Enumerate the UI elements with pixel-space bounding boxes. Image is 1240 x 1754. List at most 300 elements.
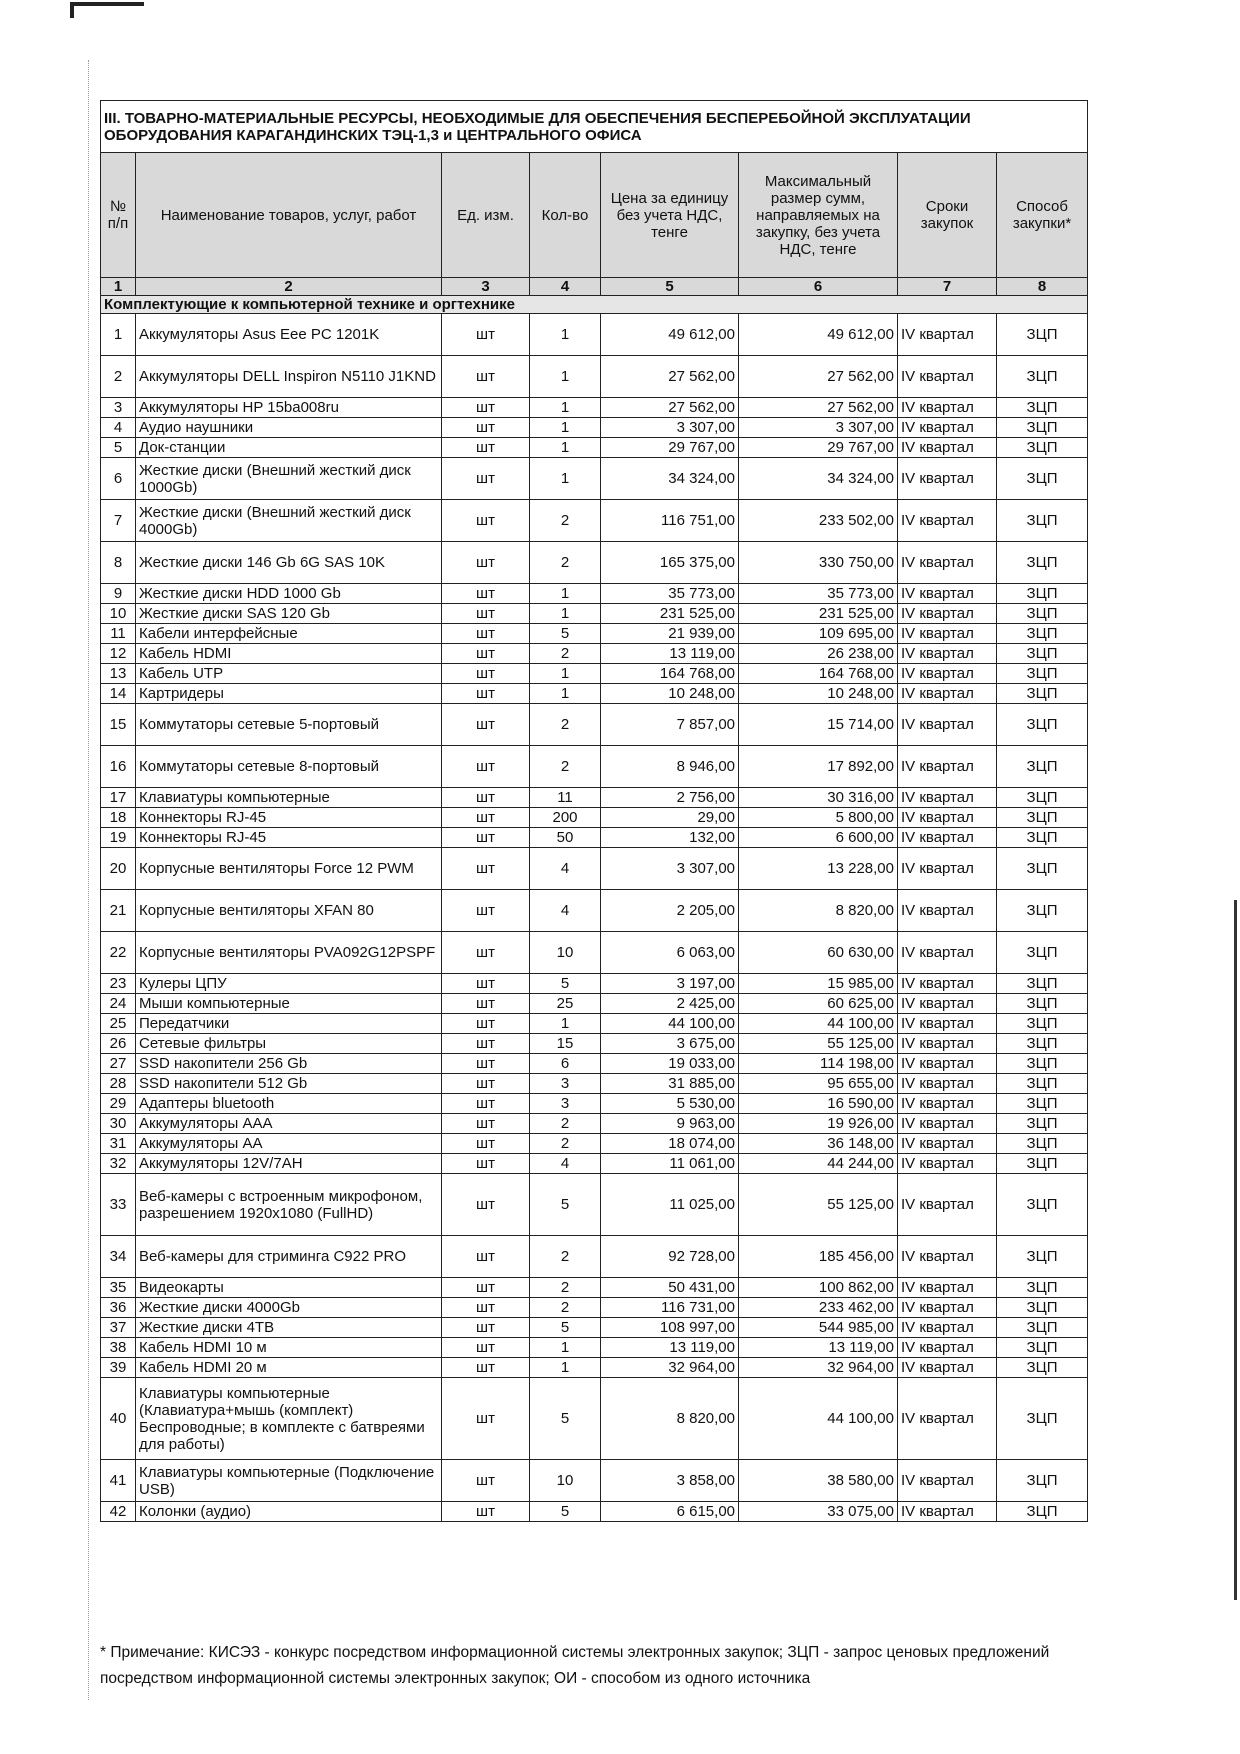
purchase-period: IV квартал [898,418,997,438]
quantity: 4 [530,890,601,932]
purchase-method: ЗЦП [997,1154,1088,1174]
unit-price: 29 767,00 [601,438,739,458]
purchase-period: IV квартал [898,746,997,788]
unit: шт [442,644,530,664]
quantity: 3 [530,1094,601,1114]
item-name: Коннекторы RJ-45 [136,828,442,848]
table-title: III. ТОВАРНО-МАТЕРИАЛЬНЫЕ РЕСУРСЫ, НЕОБХОДИМЫЕ ДЛЯ ОБЕСПЕЧЕНИЯ БЕСПЕРЕБОЙНОЙ ЭКСПЛУАТАЦИИ ОБОРУДОВАНИЯ КАРАГАНДИНСКИХ ТЭЦ-1,3 и ЦЕНТРАЛЬНОГО ОФИСА [101,101,1088,153]
table-row [101,1054,1088,1074]
item-name: Сетевые фильтры [136,1034,442,1054]
row-number: 22 [101,932,136,974]
unit: шт [442,1318,530,1338]
col-header-period: Сроки закупок [898,153,997,278]
purchase-method: ЗЦП [997,664,1088,684]
unit: шт [442,1378,530,1460]
row-number: 1 [101,314,136,356]
col-number: 2 [136,278,442,296]
item-name: Аккумуляторы ААА [136,1114,442,1134]
resources-table [100,100,1088,1522]
unit: шт [442,1094,530,1114]
purchase-period: IV квартал [898,542,997,584]
purchase-method: ЗЦП [997,1014,1088,1034]
max-sum: 231 525,00 [739,604,898,624]
unit: шт [442,1174,530,1236]
max-sum: 164 768,00 [739,664,898,684]
purchase-method: ЗЦП [997,848,1088,890]
table-row [101,1298,1088,1318]
item-name: Док-станции [136,438,442,458]
purchase-period: IV квартал [898,1358,997,1378]
unit-price: 231 525,00 [601,604,739,624]
row-number: 17 [101,788,136,808]
purchase-period: IV квартал [898,1154,997,1174]
item-name: Жесткие диски (Внешний жесткий диск 4000Gb) [136,500,442,542]
quantity: 5 [530,1378,601,1460]
unit-price: 19 033,00 [601,1054,739,1074]
max-sum: 233 502,00 [739,500,898,542]
purchase-period: IV квартал [898,584,997,604]
max-sum: 55 125,00 [739,1174,898,1236]
purchase-period: IV квартал [898,604,997,624]
table-row [101,1114,1088,1134]
row-number: 33 [101,1174,136,1236]
unit: шт [442,1074,530,1094]
purchase-method: ЗЦП [997,828,1088,848]
max-sum: 33 075,00 [739,1502,898,1522]
unit-price: 13 119,00 [601,1338,739,1358]
item-name: Аккумуляторы DELL Inspiron N5110 J1KND [136,356,442,398]
purchase-method: ЗЦП [997,1502,1088,1522]
unit: шт [442,1338,530,1358]
purchase-method: ЗЦП [997,438,1088,458]
item-name: Коммутаторы сетевые 8-портовый [136,746,442,788]
unit: шт [442,1502,530,1522]
row-number: 39 [101,1358,136,1378]
table-row [101,1278,1088,1298]
max-sum: 35 773,00 [739,584,898,604]
item-name: Аккумуляторы АА [136,1134,442,1154]
row-number: 28 [101,1074,136,1094]
item-name: Аккумуляторы 12V/7AH [136,1154,442,1174]
max-sum: 109 695,00 [739,624,898,644]
item-name: Клавиатуры компьютерные (Подключение USB) [136,1460,442,1502]
table-row [101,890,1088,932]
quantity: 1 [530,604,601,624]
table-row [101,788,1088,808]
purchase-period: IV квартал [898,828,997,848]
item-name: Мыши компьютерные [136,994,442,1014]
purchase-method: ЗЦП [997,994,1088,1014]
max-sum: 15 714,00 [739,704,898,746]
max-sum: 17 892,00 [739,746,898,788]
max-sum: 16 590,00 [739,1094,898,1114]
unit: шт [442,458,530,500]
purchase-method: ЗЦП [997,1298,1088,1318]
unit-price: 3 858,00 [601,1460,739,1502]
unit: шт [442,438,530,458]
unit-price: 31 885,00 [601,1074,739,1094]
table-row [101,438,1088,458]
unit-price: 9 963,00 [601,1114,739,1134]
item-name: SSD накопители 512 Gb [136,1074,442,1094]
max-sum: 100 862,00 [739,1278,898,1298]
purchase-method: ЗЦП [997,746,1088,788]
unit: шт [442,1114,530,1134]
table-row [101,1502,1088,1522]
item-name: Коннекторы RJ-45 [136,808,442,828]
unit: шт [442,808,530,828]
table-row [101,584,1088,604]
quantity: 1 [530,438,601,458]
max-sum: 10 248,00 [739,684,898,704]
column-number-row [101,278,1088,296]
quantity: 10 [530,1460,601,1502]
table-row [101,848,1088,890]
purchase-period: IV квартал [898,788,997,808]
purchase-method: ЗЦП [997,788,1088,808]
purchase-method: ЗЦП [997,1358,1088,1378]
max-sum: 27 562,00 [739,398,898,418]
table-row [101,664,1088,684]
purchase-period: IV квартал [898,1236,997,1278]
table-row [101,500,1088,542]
unit: шт [442,788,530,808]
unit-price: 116 731,00 [601,1298,739,1318]
max-sum: 60 630,00 [739,932,898,974]
quantity: 1 [530,418,601,438]
unit-price: 6 063,00 [601,932,739,974]
row-number: 34 [101,1236,136,1278]
purchase-period: IV квартал [898,932,997,974]
purchase-period: IV квартал [898,1074,997,1094]
unit: шт [442,542,530,584]
quantity: 5 [530,1318,601,1338]
table-row [101,1378,1088,1460]
table-row [101,398,1088,418]
quantity: 2 [530,704,601,746]
unit: шт [442,356,530,398]
purchase-period: IV квартал [898,1502,997,1522]
row-number: 29 [101,1094,136,1114]
row-number: 32 [101,1154,136,1174]
unit-price: 165 375,00 [601,542,739,584]
quantity: 6 [530,1054,601,1074]
purchase-period: IV квартал [898,1460,997,1502]
max-sum: 44 244,00 [739,1154,898,1174]
row-number: 30 [101,1114,136,1134]
quantity: 3 [530,1074,601,1094]
table-row [101,1014,1088,1034]
unit-price: 3 197,00 [601,974,739,994]
col-number: 6 [739,278,898,296]
purchase-period: IV квартал [898,1134,997,1154]
row-number: 41 [101,1460,136,1502]
item-name: Жесткие диски (Внешний жесткий диск 1000Gb) [136,458,442,500]
table-row [101,644,1088,664]
unit-price: 35 773,00 [601,584,739,604]
col-header-method: Способ закупки* [997,153,1088,278]
unit: шт [442,314,530,356]
unit: шт [442,1358,530,1378]
purchase-period: IV квартал [898,624,997,644]
item-name: Аккумуляторы HP 15ba008ru [136,398,442,418]
item-name: Передатчики [136,1014,442,1034]
purchase-method: ЗЦП [997,1278,1088,1298]
quantity: 2 [530,1114,601,1134]
table-row [101,974,1088,994]
quantity: 15 [530,1034,601,1054]
unit: шт [442,974,530,994]
row-number: 21 [101,890,136,932]
purchase-period: IV квартал [898,1054,997,1074]
table-row [101,1074,1088,1094]
purchase-method: ЗЦП [997,808,1088,828]
quantity: 2 [530,500,601,542]
item-name: Жесткие диски SAS 120 Gb [136,604,442,624]
row-number: 35 [101,1278,136,1298]
table-row [101,1358,1088,1378]
row-number: 16 [101,746,136,788]
row-number: 36 [101,1298,136,1318]
unit-price: 132,00 [601,828,739,848]
item-name: Клавиатуры компьютерные (Клавиатура+мышь (комплект) Беспроводные; в комплекте с батвреями для работы) [136,1378,442,1460]
unit: шт [442,398,530,418]
quantity: 5 [530,1502,601,1522]
unit-price: 32 964,00 [601,1358,739,1378]
row-number: 10 [101,604,136,624]
purchase-method: ЗЦП [997,1174,1088,1236]
purchase-period: IV квартал [898,808,997,828]
quantity: 4 [530,848,601,890]
table-body [101,314,1088,1522]
col-header-price: Цена за единицу без учета НДС, тенге [601,153,739,278]
unit-price: 7 857,00 [601,704,739,746]
quantity: 5 [530,624,601,644]
purchase-method: ЗЦП [997,704,1088,746]
table-row [101,356,1088,398]
unit: шт [442,664,530,684]
item-name: Веб-камеры для стриминга C922 PRO [136,1236,442,1278]
scan-right-edge [1234,900,1237,1600]
table-row [101,808,1088,828]
max-sum: 5 800,00 [739,808,898,828]
unit-price: 92 728,00 [601,1236,739,1278]
table-row [101,418,1088,438]
table-row [101,932,1088,974]
quantity: 1 [530,356,601,398]
col-number: 7 [898,278,997,296]
table-row [101,604,1088,624]
purchase-period: IV квартал [898,1278,997,1298]
item-name: Кабель HDMI 10 м [136,1338,442,1358]
max-sum: 6 600,00 [739,828,898,848]
purchase-method: ЗЦП [997,314,1088,356]
max-sum: 44 100,00 [739,1378,898,1460]
purchase-method: ЗЦП [997,398,1088,418]
table-row [101,1134,1088,1154]
purchase-method: ЗЦП [997,1094,1088,1114]
item-name: Картридеры [136,684,442,704]
col-number: 4 [530,278,601,296]
row-number: 20 [101,848,136,890]
purchase-method: ЗЦП [997,890,1088,932]
row-number: 4 [101,418,136,438]
row-number: 40 [101,1378,136,1460]
row-number: 31 [101,1134,136,1154]
unit-price: 3 307,00 [601,418,739,438]
table-row [101,994,1088,1014]
quantity: 2 [530,1134,601,1154]
row-number: 23 [101,974,136,994]
purchase-method: ЗЦП [997,932,1088,974]
row-number: 7 [101,500,136,542]
row-number: 6 [101,458,136,500]
unit-price: 2 205,00 [601,890,739,932]
purchase-method: ЗЦП [997,1114,1088,1134]
purchase-method: ЗЦП [997,1378,1088,1460]
document-page [100,100,1087,1522]
unit-price: 116 751,00 [601,500,739,542]
item-name: Кабель UTP [136,664,442,684]
item-name: Кабель HDMI 20 м [136,1358,442,1378]
table-row [101,704,1088,746]
purchase-method: ЗЦП [997,542,1088,584]
purchase-period: IV квартал [898,974,997,994]
unit: шт [442,418,530,438]
unit-price: 3 307,00 [601,848,739,890]
section-heading: Комплектующие к компьютерной технике и оргтехнике [101,296,1088,314]
item-name: Корпусные вентиляторы Force 12 PWM [136,848,442,890]
unit-price: 10 248,00 [601,684,739,704]
quantity: 10 [530,932,601,974]
row-number: 8 [101,542,136,584]
purchase-period: IV квартал [898,890,997,932]
purchase-method: ЗЦП [997,624,1088,644]
purchase-method: ЗЦП [997,1074,1088,1094]
unit-price: 2 756,00 [601,788,739,808]
row-number: 15 [101,704,136,746]
purchase-period: IV квартал [898,994,997,1014]
header-row [101,153,1088,278]
max-sum: 330 750,00 [739,542,898,584]
col-number: 8 [997,278,1088,296]
quantity: 200 [530,808,601,828]
item-name: Жесткие диски HDD 1000 Gb [136,584,442,604]
row-number: 25 [101,1014,136,1034]
unit-price: 8 946,00 [601,746,739,788]
quantity: 2 [530,746,601,788]
unit-price: 18 074,00 [601,1134,739,1154]
unit-price: 27 562,00 [601,398,739,418]
unit: шт [442,890,530,932]
unit: шт [442,604,530,624]
item-name: Кабели интерфейсные [136,624,442,644]
row-number: 42 [101,1502,136,1522]
purchase-method: ЗЦП [997,1034,1088,1054]
footnote: * Примечание: КИСЭЗ - конкурс посредством информационной системы электронных закупок; ЗЦП - запрос ценовых предложений посредством информационной системы электронных закупок; ОИ - способом из одного источника [100,1644,1050,1687]
quantity: 11 [530,788,601,808]
unit-price: 50 431,00 [601,1278,739,1298]
quantity: 2 [530,644,601,664]
item-name: Колонки (аудио) [136,1502,442,1522]
max-sum: 233 462,00 [739,1298,898,1318]
unit-price: 3 675,00 [601,1034,739,1054]
table-row [101,1034,1088,1054]
unit: шт [442,932,530,974]
item-name: Веб-камеры с встроенным микрофоном, разрешением 1920х1080 (FullHD) [136,1174,442,1236]
unit-price: 21 939,00 [601,624,739,644]
unit-price: 11 061,00 [601,1154,739,1174]
max-sum: 15 985,00 [739,974,898,994]
max-sum: 49 612,00 [739,314,898,356]
item-name: Кулеры ЦПУ [136,974,442,994]
row-number: 37 [101,1318,136,1338]
purchase-method: ЗЦП [997,684,1088,704]
quantity: 25 [530,994,601,1014]
col-header-max-sum: Максимальный размер сумм, направляемых на закупку, без учета НДС, тенге [739,153,898,278]
item-name: Жесткие диски 4000Gb [136,1298,442,1318]
unit-price: 6 615,00 [601,1502,739,1522]
row-number: 3 [101,398,136,418]
row-number: 14 [101,684,136,704]
quantity: 1 [530,1338,601,1358]
purchase-method: ЗЦП [997,1460,1088,1502]
col-header-qty: Кол-во [530,153,601,278]
row-number: 18 [101,808,136,828]
unit: шт [442,1054,530,1074]
unit-price: 108 997,00 [601,1318,739,1338]
unit-price: 11 025,00 [601,1174,739,1236]
purchase-period: IV квартал [898,356,997,398]
unit: шт [442,624,530,644]
unit: шт [442,746,530,788]
purchase-method: ЗЦП [997,1236,1088,1278]
purchase-method: ЗЦП [997,500,1088,542]
purchase-period: IV квартал [898,458,997,500]
row-number: 27 [101,1054,136,1074]
quantity: 5 [530,1174,601,1236]
row-number: 13 [101,664,136,684]
quantity: 4 [530,1154,601,1174]
unit: шт [442,1034,530,1054]
item-name: Видеокарты [136,1278,442,1298]
max-sum: 27 562,00 [739,356,898,398]
unit: шт [442,994,530,1014]
purchase-method: ЗЦП [997,458,1088,500]
unit-price: 5 530,00 [601,1094,739,1114]
unit: шт [442,704,530,746]
unit: шт [442,684,530,704]
col-number: 3 [442,278,530,296]
col-header-name: Наименование товаров, услуг, работ [136,153,442,278]
row-number: 24 [101,994,136,1014]
unit: шт [442,500,530,542]
unit-price: 44 100,00 [601,1014,739,1034]
quantity: 1 [530,584,601,604]
item-name: Жесткие диски 146 Gb 6G SAS 10K [136,542,442,584]
unit: шт [442,1298,530,1318]
max-sum: 26 238,00 [739,644,898,664]
row-number: 9 [101,584,136,604]
table-row [101,746,1088,788]
purchase-period: IV квартал [898,704,997,746]
purchase-method: ЗЦП [997,1318,1088,1338]
table-row [101,1174,1088,1236]
quantity: 1 [530,314,601,356]
max-sum: 3 307,00 [739,418,898,438]
purchase-period: IV квартал [898,1094,997,1114]
unit: шт [442,848,530,890]
